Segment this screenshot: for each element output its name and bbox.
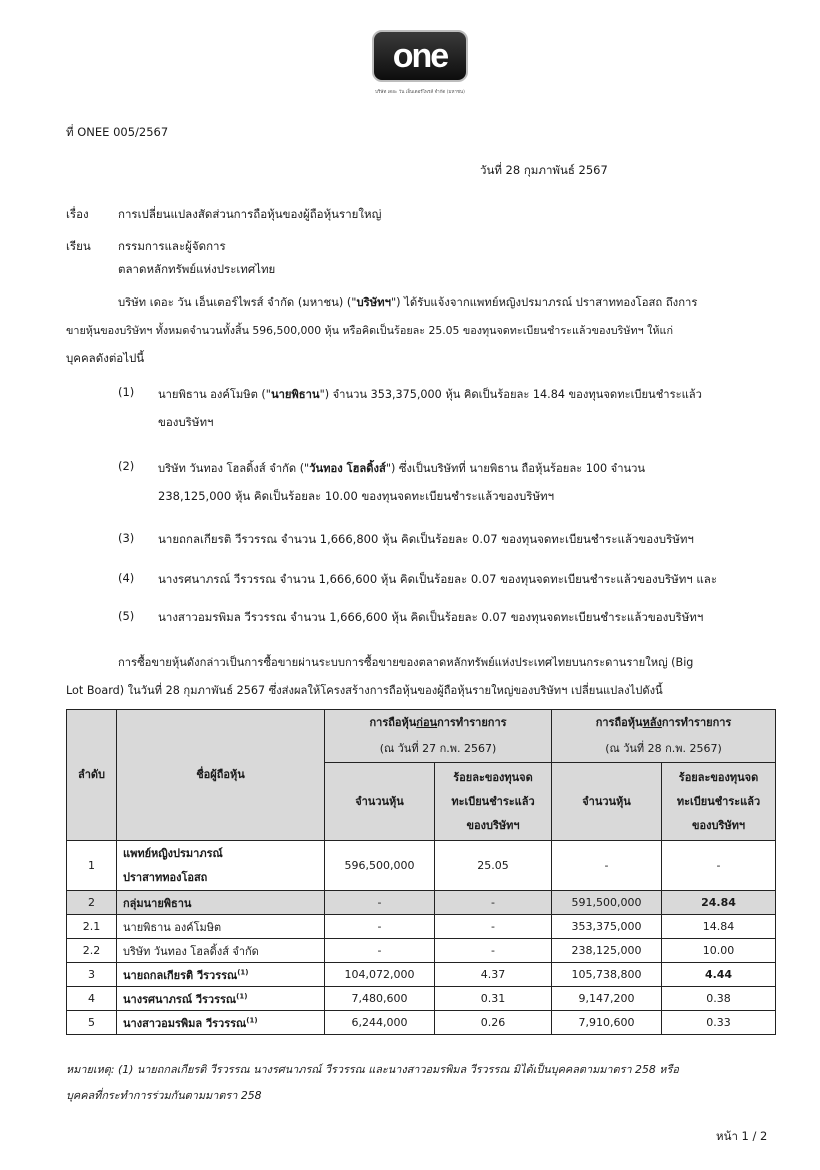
document-number: ที่ ONEE 005/2567 <box>66 125 169 139</box>
list-item-2: บริษัท วันทอง โฮลดิ้งส์ จำกัด ("วันทอง โฮลดิ้งส์") ซึ่งเป็นบริษัทที่ นายพิธาน ถือหุ้นร้อยละ 100 จำนวน <box>158 462 646 475</box>
subject-text: การเปลี่ยนแปลงสัดส่วนการถือหุ้นของผู้ถือหุ้นรายใหญ่ <box>118 207 382 221</box>
header-pct-after: ร้อยละของทุนจด ทะเบียนชำระแล้ว ของบริษัทฯ <box>662 763 776 841</box>
header-no: ลำดับ <box>67 710 117 841</box>
footnote-line-2: บุคคลที่กระทำการร่วมกันตามมาตรา 258 <box>66 1089 262 1102</box>
header-after-date: (ณ วันที่ 28 ก.พ. 2567) <box>552 737 776 763</box>
document-date: วันที่ 28 กุมภาพันธ์ 2567 <box>480 163 608 177</box>
table-row: 2.2 บริษัท วันทอง โฮลดิ้งส์ จำกัด - - 238,125,000 10.00 <box>67 939 776 963</box>
list-item-number: (4) <box>118 571 135 585</box>
header-name: ชื่อผู้ถือหุ้น <box>117 710 325 841</box>
header-before: การถือหุ้นก่อนการทำรายการ <box>325 710 552 737</box>
logo-word: one <box>392 36 448 75</box>
intro-line-3: บุคคลดังต่อไปนี้ <box>66 351 145 365</box>
table-row: 2 กลุ่มนายพิธาน - - 591,500,000 24.84 <box>67 891 776 915</box>
table-row: 2.1 นายพิธาน องค์โมษิต - - 353,375,000 14.84 <box>67 915 776 939</box>
recipient-line-2: ตลาดหลักทรัพย์แห่งประเทศไทย <box>118 262 276 276</box>
intro-line-1: บริษัท เดอะ วัน เอ็นเตอร์ไพรส์ จำกัด (มหาชน) ("บริษัทฯ") ได้รับแจ้งจากแพทย์หญิงปรมาภรณ์ ปราสาททองโอสถ ถึงการ <box>118 296 698 309</box>
subject-label: เรื่อง <box>66 207 89 221</box>
list-item-number: (1) <box>118 385 135 399</box>
header-before-date: (ณ วันที่ 27 ก.พ. 2567) <box>325 737 552 763</box>
list-item-4: นางรศนาภรณ์ วีรวรรณ จำนวน 1,666,600 หุ้น คิดเป็นร้อยละ 0.07 ของทุนจดทะเบียนชำระแล้วของบริษัทฯ และ <box>158 572 718 586</box>
intro-line-2: ขายหุ้นของบริษัทฯ ทั้งหมดจำนวนทั้งสิ้น 596,500,000 หุ้น หรือคิดเป็นร้อยละ 25.05 ของทุนจดทะเบียนชำระแล้วของบริษัทฯ ให้แก่ <box>66 324 674 337</box>
closing-line-2: Lot Board) ในวันที่ 28 กุมภาพันธ์ 2567 ซึ่งส่งผลให้โครงสร้างการถือหุ้นของผู้ถือหุ้นรายใหญ่ของบริษัทฯ เปลี่ยนแปลงไปดังนี้ <box>66 684 663 697</box>
header-shares-before: จำนวนหุ้น <box>325 763 435 841</box>
table-row: 1 แพทย์หญิงปรมาภรณ์ ปราสาททองโอสถ 596,500,000 25.05 - - <box>67 841 776 891</box>
footnote-line-1: หมายเหตุ: (1) นายถกลเกียรติ วีรวรรณ นางรศนาภรณ์ วีรวรรณ และนางสาวอมรพิมล วีรวรรณ มิได้เป็นบุคคลตามมาตรา 258 หรือ <box>66 1063 679 1076</box>
shareholding-table <box>66 709 776 1035</box>
list-item-number: (3) <box>118 531 135 545</box>
header-pct-before: ร้อยละของทุนจด ทะเบียนชำระแล้ว ของบริษัทฯ <box>435 763 552 841</box>
table-row: 5 นางสาวอมรพิมล วีรวรรณ$^{(1)}$ 6,244,000 0.26 7,910,600 0.33 <box>67 1011 776 1035</box>
list-item-number: (5) <box>118 609 135 623</box>
closing-line-1: การซื้อขายหุ้นดังกล่าวเป็นการซื้อขายผ่านระบบการซื้อขายของตลาดหลักทรัพย์แห่งประเทศไทยบนกระดานรายใหญ่ (Big <box>118 656 694 669</box>
page-number: หน้า 1 / 2 <box>716 1129 768 1143</box>
logo-tagline: บริษัท เดอะ วัน เอ็นเตอร์ไพรส์ จำกัด (มหาชน) <box>375 90 465 95</box>
list-item-number: (2) <box>118 459 135 473</box>
list-item-2-cont: 238,125,000 หุ้น คิดเป็นร้อยละ 10.00 ของทุนจดทะเบียนชำระแล้วของบริษัทฯ <box>158 489 555 503</box>
company-logo <box>372 30 468 82</box>
table-row: 4 นางรศนาภรณ์ วีรวรรณ$^{(1)}$ 7,480,600 0.31 9,147,200 0.38 <box>67 987 776 1011</box>
header-shares-after: จำนวนหุ้น <box>552 763 662 841</box>
recipient-label: เรียน <box>66 239 91 253</box>
list-item-1-cont: ของบริษัทฯ <box>158 415 214 429</box>
list-item-1: นายพิธาน องค์โมษิต ("นายพิธาน") จำนวน 353,375,000 หุ้น คิดเป็นร้อยละ 14.84 ของทุนจดทะเบียนชำระแล้ว <box>158 388 702 401</box>
recipient-line-1: กรรมการและผู้จัดการ <box>118 239 226 253</box>
list-item-5: นางสาวอมรพิมล วีรวรรณ จำนวน 1,666,600 หุ้น คิดเป็นร้อยละ 0.07 ของทุนจดทะเบียนชำระแล้วของบริษัทฯ <box>158 610 704 624</box>
list-item-3: นายถกลเกียรติ วีรวรรณ จำนวน 1,666,800 หุ้น คิดเป็นร้อยละ 0.07 ของทุนจดทะเบียนชำระแล้วของบริษัทฯ <box>158 532 694 546</box>
header-after: การถือหุ้นหลังการทำรายการ <box>552 710 776 737</box>
table-row: 3 นายถกลเกียรติ วีรวรรณ$^{(1)}$ 104,072,000 4.37 105,738,800 4.44 <box>67 963 776 987</box>
